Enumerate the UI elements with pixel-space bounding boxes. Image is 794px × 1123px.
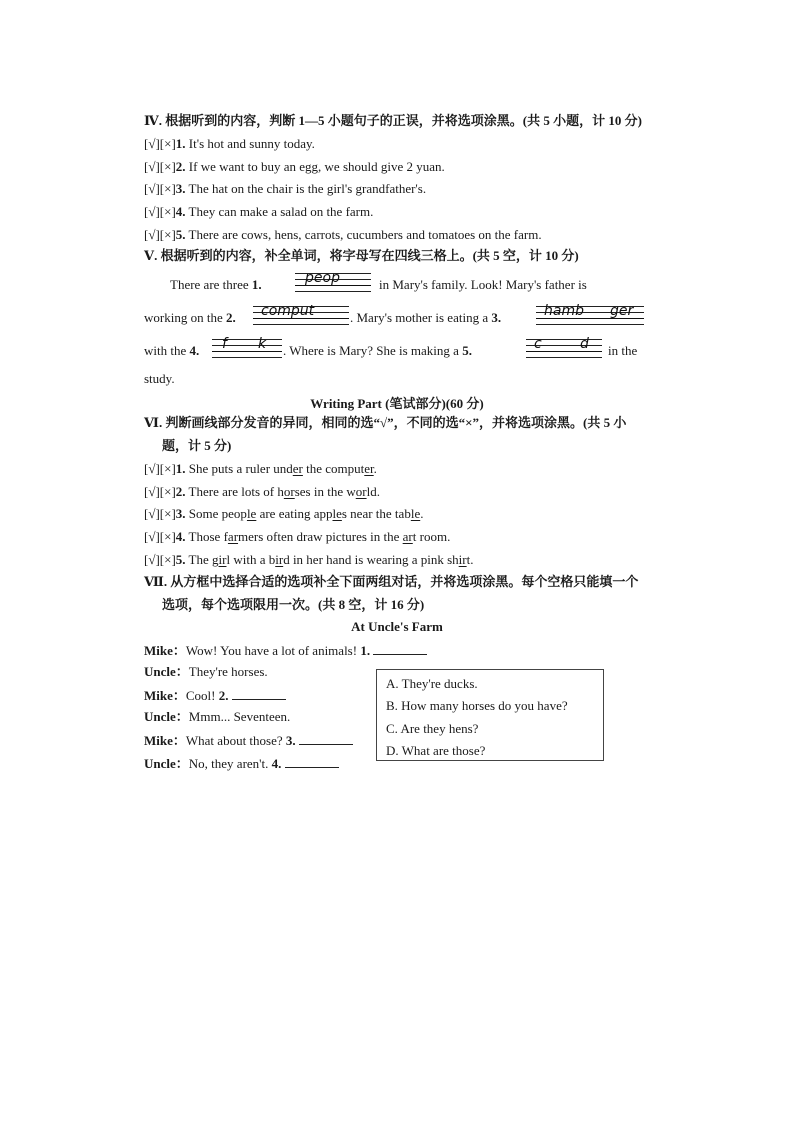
section4-item-3 — [144, 181, 426, 197]
passage-line-2b — [350, 310, 501, 326]
item-text: ses in the w — [294, 484, 356, 499]
speaker: Mike： — [144, 643, 186, 658]
handwritten-answer: c — [534, 336, 542, 352]
four-line-blank-1[interactable] — [295, 270, 371, 291]
passage-text: There are three — [170, 277, 249, 292]
section6-heading-cont: 题，计 5 分) — [162, 438, 232, 453]
item-text: Some peop — [185, 506, 247, 521]
item-text: s near the tab — [341, 506, 411, 521]
underlined-sound: er — [292, 461, 303, 476]
item-text: d in her hand is wearing a pink sh — [283, 552, 459, 567]
item-text: There are cows, hens, carrots, cucumbers and tomatoes on the farm. — [185, 227, 542, 242]
options-box — [376, 669, 604, 761]
speaker: Uncle： — [144, 756, 189, 771]
underlined-sound: le — [332, 506, 342, 521]
section6-item-2 — [144, 484, 380, 500]
item-text: l with a b — [226, 552, 276, 567]
passage-line-2a — [144, 310, 236, 326]
judge-mark[interactable]: [√][×] — [144, 506, 176, 521]
four-line-blank-2[interactable] — [253, 303, 349, 324]
handwritten-answer: d — [580, 336, 589, 352]
item-number: 3. — [175, 181, 186, 196]
item-number: 3. — [175, 506, 186, 521]
section6-heading: Ⅵ. 判断画线部分发音的异同，相同的选“√”，不同的选“×”，并将选项涂黑。(共 5 小 — [144, 415, 627, 430]
blank-number: 5. — [462, 343, 472, 358]
dialog-title: At Uncle's Farm — [351, 619, 443, 634]
underlined-sound: ar — [227, 529, 239, 544]
dialog-line-5 — [144, 732, 353, 749]
item-text: There are lots of h — [185, 484, 284, 499]
dialog-line-2 — [144, 664, 268, 680]
item-text: If we want to buy an egg, we should give 2 yuan. — [185, 159, 445, 174]
blank-number: 4. — [271, 756, 282, 771]
judge-mark[interactable]: [√][×] — [144, 181, 176, 196]
answer-blank-4[interactable] — [285, 755, 339, 768]
item-text: t. — [466, 552, 474, 567]
speaker: Uncle： — [144, 709, 189, 724]
passage-text: with the — [144, 343, 187, 358]
blank-number: 1. — [360, 643, 371, 658]
underlined-sound: or — [355, 484, 367, 499]
blank-number: 2. — [225, 310, 236, 325]
section4-item-1 — [144, 136, 315, 152]
handwritten-answer: f — [222, 336, 227, 352]
option-a: A. They're ducks. — [386, 676, 478, 691]
blank-number: 3. — [491, 310, 502, 325]
four-line-blank-4[interactable] — [212, 336, 282, 357]
blank-number: 1. — [251, 277, 262, 292]
item-number: 2. — [175, 159, 186, 174]
item-text: They can make a salad on the farm. — [185, 204, 374, 219]
passage-line-1a — [170, 277, 262, 293]
item-number: 4. — [175, 529, 186, 544]
item-text: She puts a ruler und — [185, 461, 293, 476]
item-text: The hat on the chair is the girl's grandfather's. — [185, 181, 427, 196]
judge-mark[interactable]: [√][×] — [144, 227, 176, 242]
underlined-sound: ir — [218, 552, 227, 567]
item-text: mers often draw pictures in the — [238, 529, 403, 544]
underlined-sound: le — [246, 506, 257, 521]
handwritten-answer: comput — [261, 303, 315, 319]
passage-line-4: study. — [144, 371, 175, 386]
section4-item-2 — [144, 159, 445, 175]
writing-part-title: Writing Part (笔试部分)(60 分) — [310, 396, 484, 411]
item-text: The g — [185, 552, 219, 567]
section6-item-4 — [144, 529, 450, 545]
four-line-blank-5[interactable] — [526, 336, 602, 357]
item-text: It's hot and sunny today. — [185, 136, 315, 151]
judge-mark[interactable]: [√][×] — [144, 529, 176, 544]
section7-heading: Ⅶ. 从方框中选择合适的选项补全下面两组对话，并将选项涂黑。每个空格只能填一个 — [144, 574, 639, 589]
section5-heading: Ⅴ. 根据听到的内容，补全单词，将字母写在四线三格上。(共 5 空，计 10 分) — [144, 248, 579, 263]
passage-line-3b — [283, 343, 472, 359]
dialog-line-1 — [144, 642, 427, 659]
underlined-sound: ir — [275, 552, 284, 567]
four-line-blank-3[interactable] — [536, 303, 644, 324]
answer-blank-3[interactable] — [299, 732, 353, 745]
dialog-text: Cool! — [185, 688, 219, 703]
option-c: C. Are they hens? — [386, 721, 479, 736]
item-text: t room. — [412, 529, 451, 544]
item-number: 1. — [175, 136, 186, 151]
judge-mark[interactable]: [√][×] — [144, 552, 176, 567]
underlined-sound: er — [364, 461, 374, 476]
passage-text: working on the — [144, 310, 223, 325]
speaker: Mike： — [144, 688, 186, 703]
underlined-sound: ir — [458, 552, 467, 567]
section4-heading: Ⅳ. 根据听到的内容，判断 1—5 小题句子的正误，并将选项涂黑。(共 5 小题，计 10 分) — [144, 113, 642, 128]
item-text: . — [373, 461, 377, 476]
item-number: 5. — [175, 227, 186, 242]
section4-item-5 — [144, 227, 542, 243]
judge-mark[interactable]: [√][×] — [144, 204, 176, 219]
item-number: 4. — [175, 204, 186, 219]
speaker: Uncle： — [144, 664, 189, 679]
handwritten-answer: peop — [305, 270, 340, 286]
speaker: Mike： — [144, 733, 186, 748]
judge-mark[interactable]: [√][×] — [144, 461, 176, 476]
section6-item-5 — [144, 552, 473, 568]
dialog-line-4 — [144, 709, 290, 725]
section4-item-4 — [144, 204, 373, 220]
judge-mark[interactable]: [√][×] — [144, 136, 176, 151]
dialog-text: Mmm... Seventeen. — [188, 709, 291, 724]
handwritten-answer: k — [258, 336, 267, 352]
section6-item-3 — [144, 506, 423, 522]
handwritten-answer: ger — [610, 303, 634, 319]
item-text: . — [420, 506, 424, 521]
passage-text: . Mary's mother is eating a — [350, 310, 489, 325]
handwritten-answer: hamb — [544, 303, 584, 319]
underlined-sound: or — [283, 484, 295, 499]
judge-mark[interactable]: [√][×] — [144, 484, 176, 499]
blank-number: 4. — [189, 343, 200, 358]
dialog-text: No, they aren't. — [188, 756, 272, 771]
option-b: B. How many horses do you have? — [386, 698, 568, 713]
dialog-text: What about those? — [185, 733, 286, 748]
passage-text: . Where is Mary? She is making a — [283, 343, 459, 358]
underlined-sound: ar — [402, 529, 413, 544]
blank-number: 2. — [218, 688, 229, 703]
dialog-text: They're horses. — [188, 664, 268, 679]
item-text: ld. — [366, 484, 380, 499]
item-text: the comput — [302, 461, 365, 476]
item-number: 2. — [175, 484, 186, 499]
dialog-text: Wow! You have a lot of animals! — [185, 643, 361, 658]
section7-heading-cont: 选项，每个选项限用一次。(共 8 空，计 16 分) — [162, 597, 425, 612]
blank-number: 3. — [285, 733, 296, 748]
item-text: Those f — [185, 529, 228, 544]
passage-line-3a — [144, 343, 199, 359]
section6-item-1 — [144, 461, 377, 477]
underlined-sound: le — [410, 506, 421, 521]
item-text: are eating app — [256, 506, 333, 521]
dialog-line-6 — [144, 755, 339, 772]
passage-line-3c: in the — [608, 343, 638, 358]
answer-blank-1[interactable] — [373, 642, 427, 655]
dialog-line-3 — [144, 687, 286, 704]
answer-blank-2[interactable] — [232, 687, 286, 700]
passage-line-1b: in Mary's family. Look! Mary's father is — [379, 277, 587, 292]
item-number: 1. — [175, 461, 186, 476]
option-d: D. What are those? — [386, 743, 486, 758]
item-number: 5. — [175, 552, 186, 567]
judge-mark[interactable]: [√][×] — [144, 159, 176, 174]
